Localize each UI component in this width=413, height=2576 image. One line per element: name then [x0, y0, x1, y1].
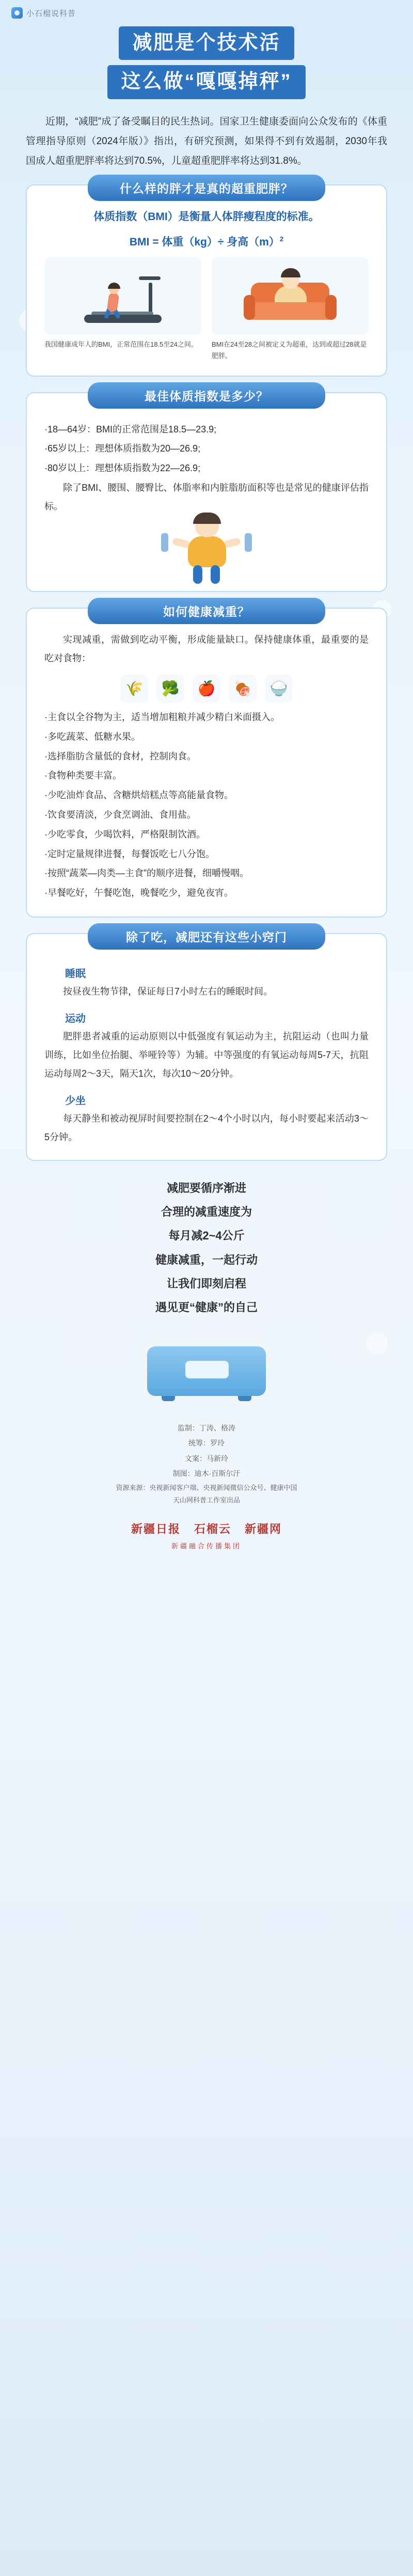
illustration-col-normal	[44, 257, 201, 362]
list-item: ·定时定量规律进餐，每餐饭吃七八分饱。	[44, 848, 215, 859]
bmi-formula-exponent: 2	[279, 235, 284, 243]
tip-title-sit-less: 少坐	[65, 1095, 86, 1107]
list-item: ·少吃零食，少喝饮料，严格限制饮酒。	[44, 829, 205, 840]
list-item: ·65岁以上：理想体质指数为20—26.9;	[44, 443, 201, 454]
logo-xinjiang-net: 新疆网	[245, 1523, 282, 1535]
list-item: ·按照“蔬菜—肉类—主食”的顺序进餐，细嚼慢咽。	[44, 868, 249, 879]
closing-line: 合理的减重速度为	[161, 1205, 252, 1219]
tip-title-sleep: 睡眠	[65, 968, 86, 980]
bmi-other-indicators: 除了BMI、腰围、腰臀比、体脂率和内脏脂肪面积等也是常见的健康评估指标。	[44, 482, 369, 511]
list-item: ·早餐吃好，午餐吃饱，晚餐吃少，避免夜宵。	[44, 888, 233, 898]
closing-line: 每月减2~4公斤	[168, 1229, 245, 1243]
card-extra-tips	[26, 930, 387, 1161]
card-best-bmi	[26, 389, 387, 592]
list-item: ·食物种类要丰富。	[44, 770, 122, 781]
closing-line: 减肥要循序渐进	[166, 1181, 246, 1194]
footer	[0, 1520, 413, 1550]
grain-icon: 🌾	[120, 675, 148, 703]
card-bmi-definition	[26, 181, 387, 377]
tip-text-exercise: 肥胖患者减重的运动原则以中低强度有氧运动为主，抗阻运动（也叫力量训练，比如坐位抬腿、举哑铃等）为辅。中等强度的有氧运动每周5-7天，抗阻运动每周2～3天，隔天1次，每次10～20分钟。	[44, 1031, 369, 1079]
credit-line: 文案：马新玲	[185, 1454, 228, 1463]
page-title	[26, 24, 387, 102]
vegetable-icon: 🥦	[156, 675, 184, 703]
source-line: 资源来源：央视新闻客户端、央视新闻微信公众号、健康中国	[116, 1483, 297, 1492]
tip-text-sleep: 按昼夜生物节律，保证每日7小时左右的睡眠时间。	[63, 986, 273, 997]
illustration-caption-overweight: BMI在24至28之间被定义为超重，达到或超过28就是肥胖。	[212, 340, 367, 360]
brand-bar	[0, 0, 413, 22]
list-item: ·18—64岁：BMI的正常范围是18.5—23.9;	[44, 424, 217, 434]
credit-line: 监制：丁涛、格涛	[178, 1424, 235, 1433]
diet-intro-paragraph: 实现减重，需做到吃动平衡，形成能量缺口。保持健康体重，最重要的是吃对食物：	[44, 634, 369, 663]
source-line: 天山网科普工作室出品	[172, 1496, 240, 1504]
sofa-person-illustration	[212, 257, 369, 335]
illustration-caption-normal: 我国健康成年人的BMI，正常范围在18.5至24之间。	[44, 340, 198, 349]
fruit-icon: 🍎	[193, 675, 220, 703]
logo-xinjiang-daily: 新疆日报	[131, 1523, 181, 1535]
kid-dumbbell-illustration	[44, 516, 369, 578]
footer-logo-row	[0, 1520, 413, 1537]
closing-line: 遇见更“健康”的自己	[155, 1300, 258, 1314]
card-how-to-lose-weight	[26, 604, 387, 918]
credit-line: 制图：迪木·百斯尔汗	[172, 1469, 241, 1478]
bmi-lead-text: 体质指数（BMI）是衡量人体胖瘦程度的标准。	[93, 210, 320, 223]
tip-title-exercise: 运动	[65, 1013, 86, 1025]
meat-icon: 🍖	[229, 675, 257, 703]
card-header-4: 除了吃，减肥还有这些小窍门	[88, 923, 325, 950]
pomegranate-logo-icon	[11, 7, 23, 19]
list-item: ·主食以全谷物为主，适当增加粗粮并减少精白米面摄入。	[44, 711, 280, 722]
weight-scale-illustration	[147, 1333, 266, 1405]
closing-line: 让我们即刻启程	[166, 1277, 246, 1290]
bmi-range-list	[44, 420, 369, 478]
illustration-col-overweight	[212, 257, 369, 362]
treadmill-runner-illustration	[44, 257, 201, 335]
credits-block	[26, 1421, 387, 1507]
credit-line: 统筹：罗玲	[188, 1439, 225, 1448]
food-icon-row	[44, 675, 369, 703]
bowl-icon: 🍚	[265, 675, 293, 703]
brand-name: 小石榴说科普	[26, 9, 76, 18]
bmi-formula	[44, 234, 369, 249]
closing-block	[26, 1176, 387, 1320]
list-item: ·饮食要清淡，少食烹调油、食用盐。	[44, 809, 196, 820]
list-item: ·多吃蔬菜、低糖水果。	[44, 731, 140, 742]
list-item: ·80岁以上：理想体质指数为22—26.9;	[44, 463, 201, 474]
card-header-3: 如何健康减重？	[88, 598, 325, 624]
diet-advice-list	[44, 708, 369, 903]
bmi-formula-text: BMI = 体重（kg）÷ 身高（m）	[129, 236, 280, 249]
card-header-1: 什么样的胖才是真的超重肥胖？	[88, 175, 325, 201]
tip-text-sit-less: 每天静坐和被动视屏时间要控制在2～4个小时以内，每小时要起来活动3～5分钟。	[44, 1113, 369, 1142]
list-item: ·选择脂肪含量低的食材，控制肉食。	[44, 751, 196, 762]
intro-paragraph: 近期，“减肥”成了备受瞩目的民生热词。国家卫生健康委面向公众发布的《体重管理指导原则（2024年版）》指出，有研究预测，如果得不到有效遏制，2030年我国成人超重肥胖率将达到70.5%，儿童超重肥胖率将达到31.8%。	[26, 116, 387, 166]
closing-line: 健康减重，一起行动	[155, 1253, 258, 1266]
footer-subtitle: 新疆融合传播集团	[171, 1542, 242, 1550]
logo-shiliuyun: 石榴云	[194, 1523, 231, 1535]
title-line-2: 这么做“嘎嘎掉秤”	[107, 65, 305, 99]
title-line-1: 减肥是个技术活	[119, 26, 294, 60]
bmi-illustration-row	[44, 257, 369, 362]
list-item: ·少吃油炸食品、含糖烘焙糕点等高能量食物。	[44, 790, 233, 801]
card-header-2: 最佳体质指数是多少？	[88, 382, 325, 409]
